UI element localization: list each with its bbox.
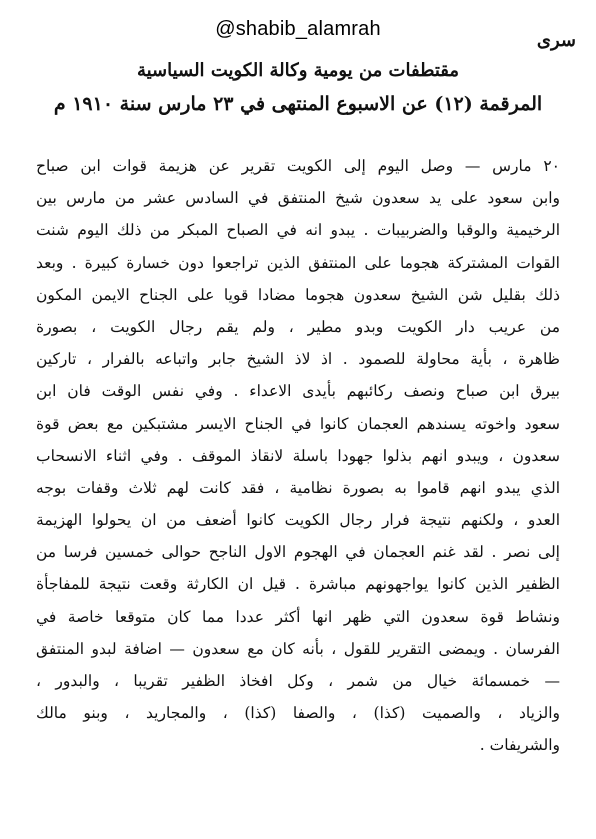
watermark-handle: @shabib_alamrah [215,18,381,40]
document-title: مقتطفات من يومية وكالة الكويت السياسية [136,60,460,81]
body-line: سعدون ، ويبدو انهم بذلوا جهودا باسلة لانقاذ الموقف . وفي اثناء الانسحاب [36,446,560,465]
body-line: والشريفات . [479,736,560,755]
body-line: الفرسان . ويمضى التقرير للقول ، بأنه كان مع سعدون — اضافة لبدو المنتفق [36,639,560,658]
body-line: ظاهرة ، بأية محاولة للصمود . اذ لاذ الشيخ جابر واتباعه بالفرار ، تاركين [36,350,560,369]
body-line: من عريب دار الكويت وبدو مطير ، ولم يقم رجال الكويت ، بصورة [36,317,560,336]
body-line: سعود واخوته يسندهم العجمان كانوا في الجناح الايسر مشتبكين مع بعض قوة [36,414,560,433]
body-line: الذي يبدو انهم قاموا به بصورة نظامية ، فقد كانت لهم ثلاث وقفات بوجه [36,478,560,497]
body-line: والزياد ، والصميت (كذا) ، والصفا (كذا) ، والمجاريد ، وبنو مالك [36,704,560,723]
body-line: بيرق ابن صباح ونصف ركائبهم بأيدى الاعداء . وفي نفس الوقت فان ابن [36,382,560,401]
body-line: ٢٠ مارس — وصل اليوم إلى الكويت تقرير عن هزيمة قوات ابن صباح [36,157,560,175]
classification-label: سرى [536,30,576,51]
body-line: الرخيمية والوقبا والضربيبات . يبدو انه في الصباح المبكر من ذلك اليوم شنت [36,221,560,240]
body-line: إلى نصر . لقد غنم العجمان في الهجوم الاول الناجح حوالى خمسين فرسا من [36,543,560,562]
body-line: وابن سعود على يد سعدون شيخ المنتفق في السادس عشر من مارس بين [36,189,560,208]
body-line: — خمسمائة خيال من شمر ، وكل افخاذ الظفير تقريبا ، والبدور ، [36,672,560,690]
body-line: الظفير الذين كانوا يواجهونهم مباشرة . قيل ان الكارثة وقعت نتيجة للمفاجأة [36,575,560,594]
body-line: ونشاط قوة سعدون التي ظهر انها أكثر عددا مما كان متوقعا خاصة في [36,607,560,626]
document-subtitle: المرقمة (١٢) عن الاسبوع المنتهى في ٢٣ مارس سنة ١٩١٠ م [53,93,543,115]
body-line: العدو ، ولكنهم نتيجة فرار رجال الكويت كانوا أضعف من ان يحولوا الهزيمة [36,511,560,530]
body-line: القوات المشتركة هجوما على المنتفق الذين تراجعوا دون خسارة كبيرة . وبعد [36,253,560,272]
body-line: ذلك بقليل شن الشيخ سعدون هجوما مضادا قويا على الجناح الايمن المكون [36,285,560,304]
body-text [36,150,560,762]
